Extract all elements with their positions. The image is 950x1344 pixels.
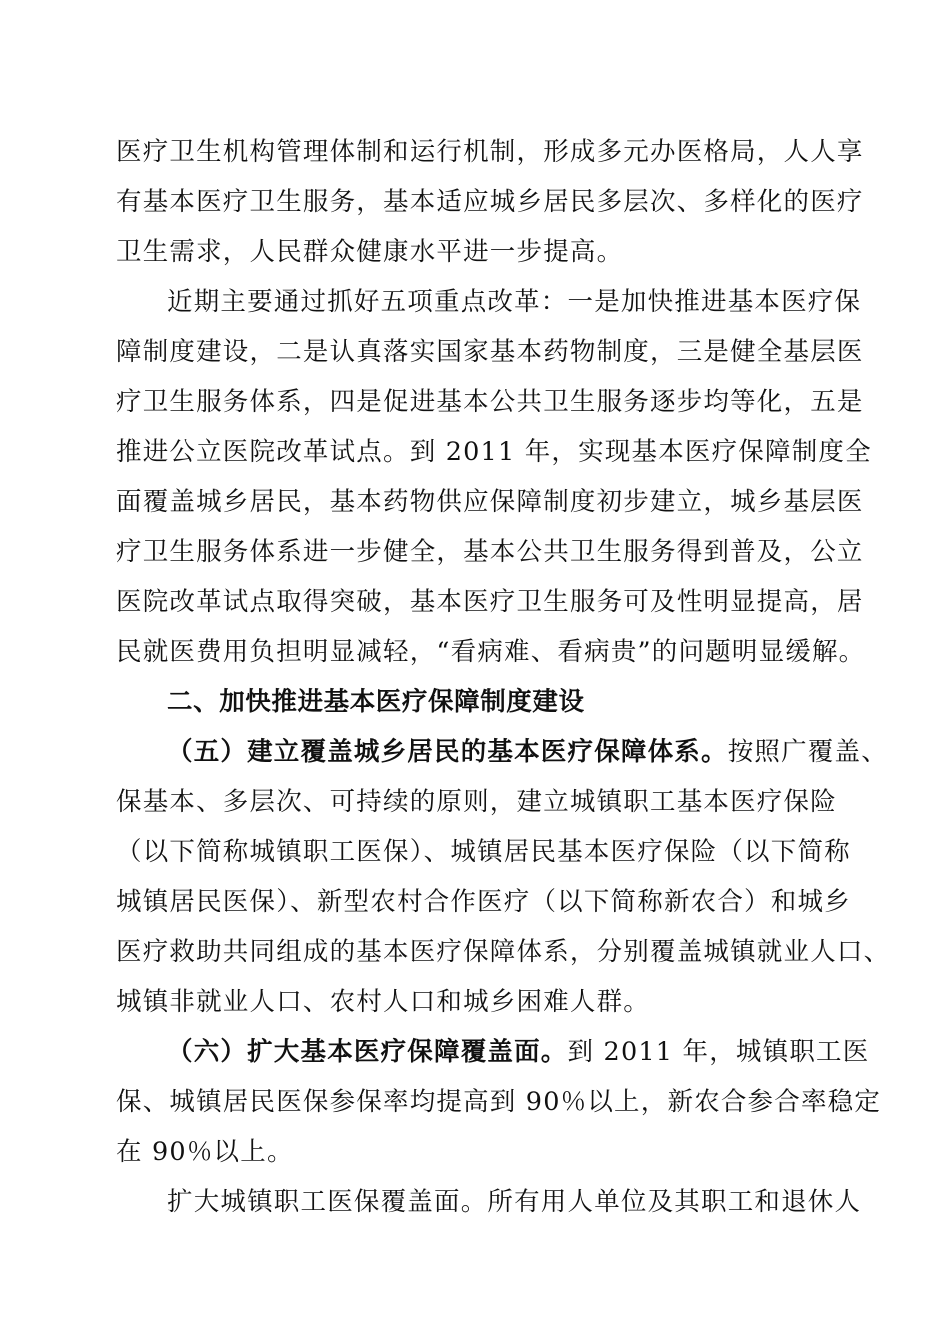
text-line: 疗卫生服务体系，四是促进基本公共卫生服务逐步均等化，五是 [116, 387, 864, 417]
text-line: 医疗卫生机构管理体制和运行机制，形成多元办医格局，人人享 [116, 137, 864, 167]
text-line: 保、城镇居民医保参保率均提高到 90％以上，新农合参合率稳定 [116, 1087, 882, 1117]
text-line: 面覆盖城乡居民，基本药物供应保障制度初步建立，城乡基层医 [116, 487, 864, 517]
paragraph-lead: （五）建立覆盖城乡居民的基本医疗保障体系。 [167, 737, 728, 767]
text-line: 近期主要通过抓好五项重点改革：一是加快推进基本医疗保 [167, 287, 862, 317]
text-line: 医院改革试点取得突破，基本医疗卫生服务可及性明显提高，居 [116, 587, 864, 617]
text-line: 医疗救助共同组成的基本医疗保障体系，分别覆盖城镇就业人口、 [116, 937, 891, 967]
text-line: 城镇居民医保）、新型农村合作医疗（以下简称新农合）和城乡 [116, 887, 851, 917]
text-line: 扩大城镇职工医保覆盖面。所有用人单位及其职工和退休人 [167, 1187, 862, 1217]
text-line: 民就医费用负担明显减轻，“看病难、看病贵”的问题明显缓解。 [116, 637, 866, 667]
text-line [167, 1035, 869, 1069]
paragraph-text: 按照广覆盖、 [727, 737, 888, 767]
text-line: 障制度建设，二是认真落实国家基本药物制度，三是健全基层医 [116, 337, 864, 367]
text-line: 疗卫生服务体系进一步健全，基本公共卫生服务得到普及，公立 [116, 537, 864, 567]
text-line: 有基本医疗卫生服务，基本适应城乡居民多层次、多样化的医疗 [116, 187, 864, 217]
paragraph-lead: （六）扩大基本医疗保障覆盖面。 [167, 1037, 568, 1067]
text-line: （以下简称城镇职工医保）、城镇居民基本医疗保险（以下简称 [116, 837, 851, 867]
text-line: 卫生需求，人民群众健康水平进一步提高。 [116, 237, 624, 267]
text-line: 推进公立医院改革试点。到 2011 年，实现基本医疗保障制度全 [116, 437, 872, 467]
paragraph-text: 到 2011 年，城镇职工医 [567, 1037, 870, 1067]
text-line: 保基本、多层次、可持续的原则，建立城镇职工基本医疗保险 [116, 787, 837, 817]
text-line [167, 735, 888, 769]
text-line: 在 90％以上。 [116, 1137, 294, 1167]
text-line: 城镇非就业人口、农村人口和城乡困难人群。 [116, 987, 651, 1017]
section-heading: 二、加快推进基本医疗保障制度建设 [167, 687, 585, 717]
